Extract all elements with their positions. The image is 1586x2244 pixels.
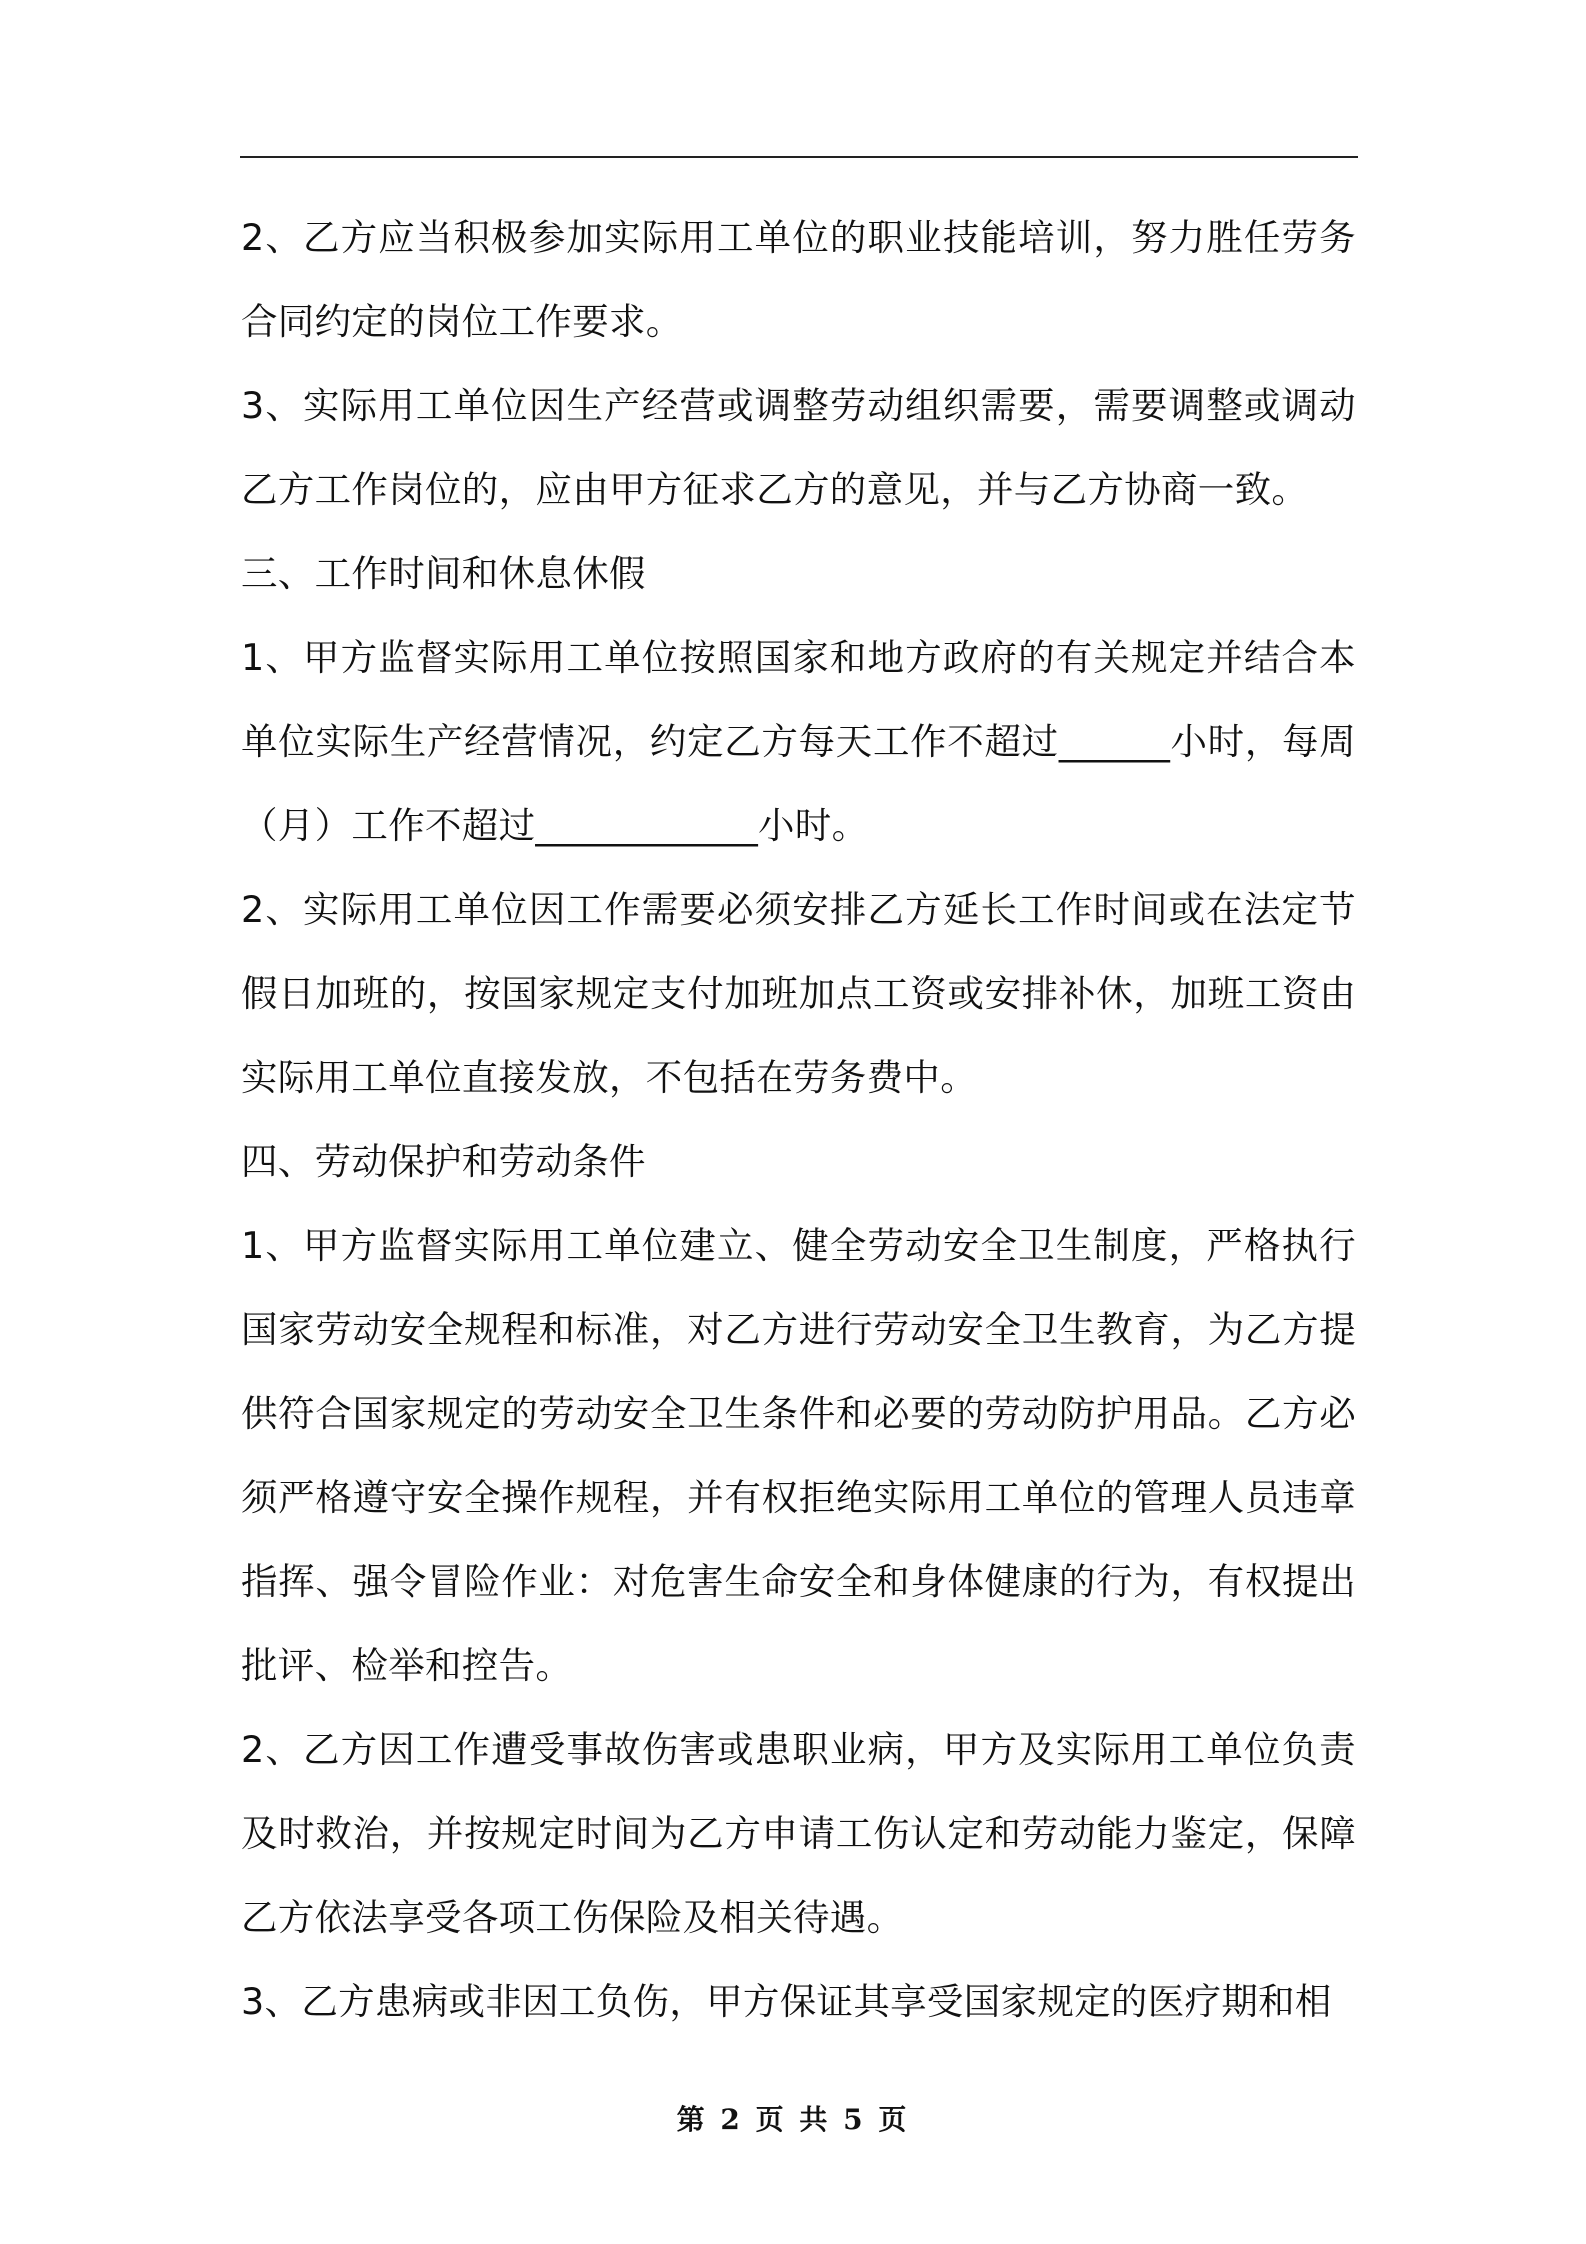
clause-3-2: 2、实际用工单位因工作需要必须安排乙方延长工作时间或在法定节假日加班的，按国家规定支付加班加点工资或安排补休，加班工资由实际用工单位直接发放，不包括在劳务费中。 [241,888,1356,1099]
clause-4-3: 3、乙方患病或非因工负伤，甲方保证其享受国家规定的医疗期和相 [241,1980,1332,2023]
document-body [241,196,1356,2044]
header-rule [240,156,1358,158]
clause-2-2: 2、乙方应当积极参加实际用工单位的职业技能培训，努力胜任劳务合同约定的岗位工作要求。 [241,216,1356,343]
page-number: 第 2 页 共 5 页 [676,2103,910,2136]
clause-4-2: 2、乙方因工作遭受事故伤害或患职业病，甲方及实际用工单位负责及时救治，并按规定时间为乙方申请工伤认定和劳动能力鉴定，保障乙方依法享受各项工伤保险及相关待遇。 [241,1728,1356,1939]
clause-2-3: 3、实际用工单位因生产经营或调整劳动组织需要，需要调整或调动乙方工作岗位的，应由甲方征求乙方的意见，并与乙方协商一致。 [241,384,1356,511]
clause-4-1: 1、甲方监督实际用工单位建立、健全劳动安全卫生制度，严格执行国家劳动安全规程和标准，对乙方进行劳动安全卫生教育，为乙方提供符合国家规定的劳动安全卫生条件和必要的劳动防护用品。乙方必须严格遵守安全操作规程，并有权拒绝实际用工单位的管理人员违章指挥、强令冒险作业：对危害生命安全和身体健康的行为，有权提出批评、检举和控告。 [241,1224,1356,1687]
section-heading-working-hours: 三、工作时间和休息休假 [241,552,646,595]
clause-3-1: 1、甲方监督实际用工单位按照国家和地方政府的有关规定并结合本单位实际生产经营情况，约定乙方每天工作不超过______小时，每周（月）工作不超过____________小时。 [241,636,1356,847]
section-heading-labor-protection: 四、劳动保护和劳动条件 [241,1140,646,1183]
